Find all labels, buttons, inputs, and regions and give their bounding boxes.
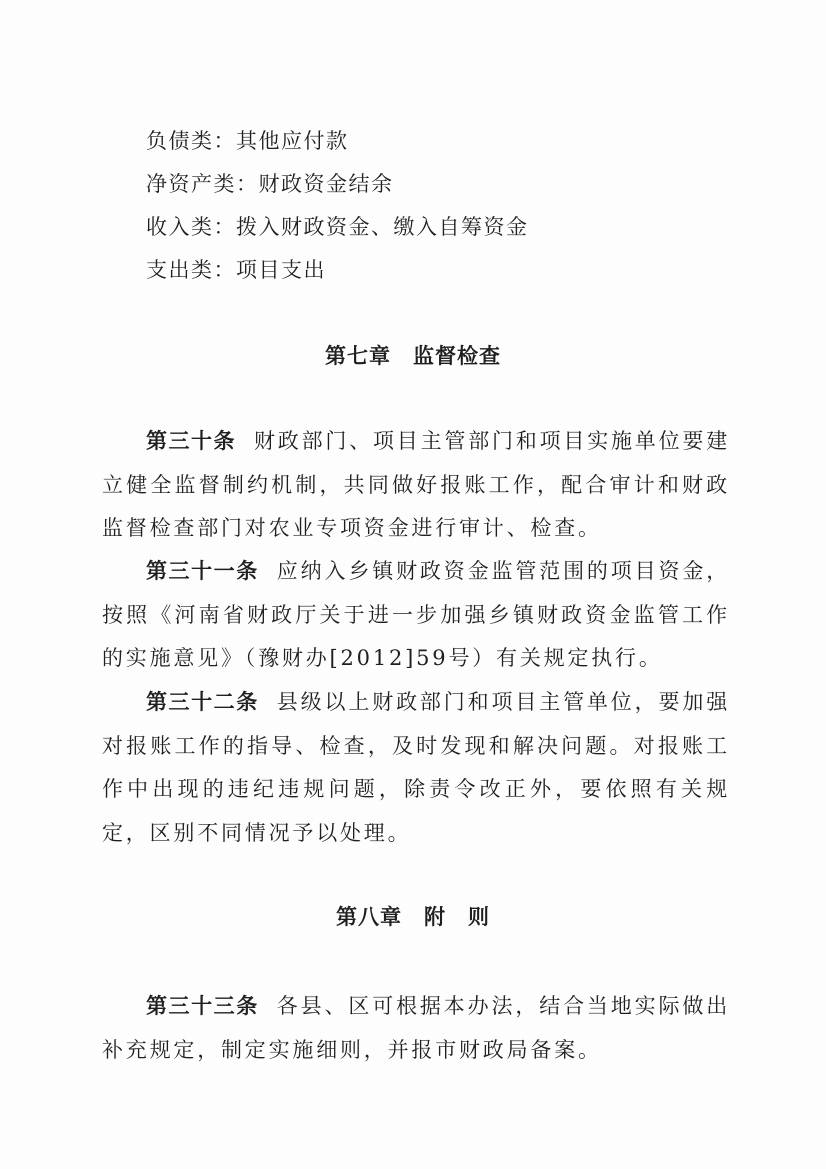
article-text: 各县、区可根据本办法，结合当地实际做出补充规定，制定实施细则，并报市财政局备案。 — [102, 994, 731, 1062]
account-value: 拨入财政资金、缴入自筹资金 — [236, 215, 529, 239]
account-label: 净资产类： — [146, 172, 259, 196]
account-value: 财政资金结余 — [258, 172, 394, 196]
account-label: 负债类： — [146, 129, 236, 153]
article-text: 应纳入乡镇财政资金监管范围的项目资金，按照《河南省财政厅关于进一步加强乡镇财政资金监管工作的实施意见》（豫财办[2012]59号）有关规定执行。 — [102, 559, 731, 670]
account-label: 收入类： — [146, 215, 236, 239]
article-text: 财政部门、项目主管部门和项目实施单位要建立健全监督制约机制，共同做好报账工作，配合审计和财政监督检查部门对农业专项资金进行审计、检查。 — [102, 429, 730, 540]
article-text: 县级以上财政部门和项目主管单位，要加强对报账工作的指导、检查，及时发现和解决问题。对报账工作中出现的违纪违规问题，除责令改正外，要依照有关规定，区别不同情况予以处理。 — [102, 690, 731, 845]
article-31 — [102, 550, 730, 681]
account-expense — [146, 256, 326, 284]
chapter-8-heading: 第八章 附 则 — [336, 905, 490, 929]
account-income — [146, 213, 529, 241]
article-number: 第三十一条 — [146, 559, 259, 583]
article-30 — [102, 420, 730, 551]
article-33 — [102, 985, 730, 1072]
article-32 — [102, 681, 730, 855]
article-number: 第三十二条 — [146, 690, 259, 714]
account-value: 其他应付款 — [236, 129, 349, 153]
account-label: 支出类： — [146, 258, 236, 282]
account-value: 项目支出 — [236, 258, 326, 282]
account-liability — [146, 127, 349, 155]
article-number: 第三十三条 — [146, 994, 259, 1018]
account-net-assets — [146, 170, 394, 198]
article-number: 第三十条 — [146, 429, 236, 453]
chapter-7-heading: 第七章 监督检查 — [325, 344, 501, 368]
